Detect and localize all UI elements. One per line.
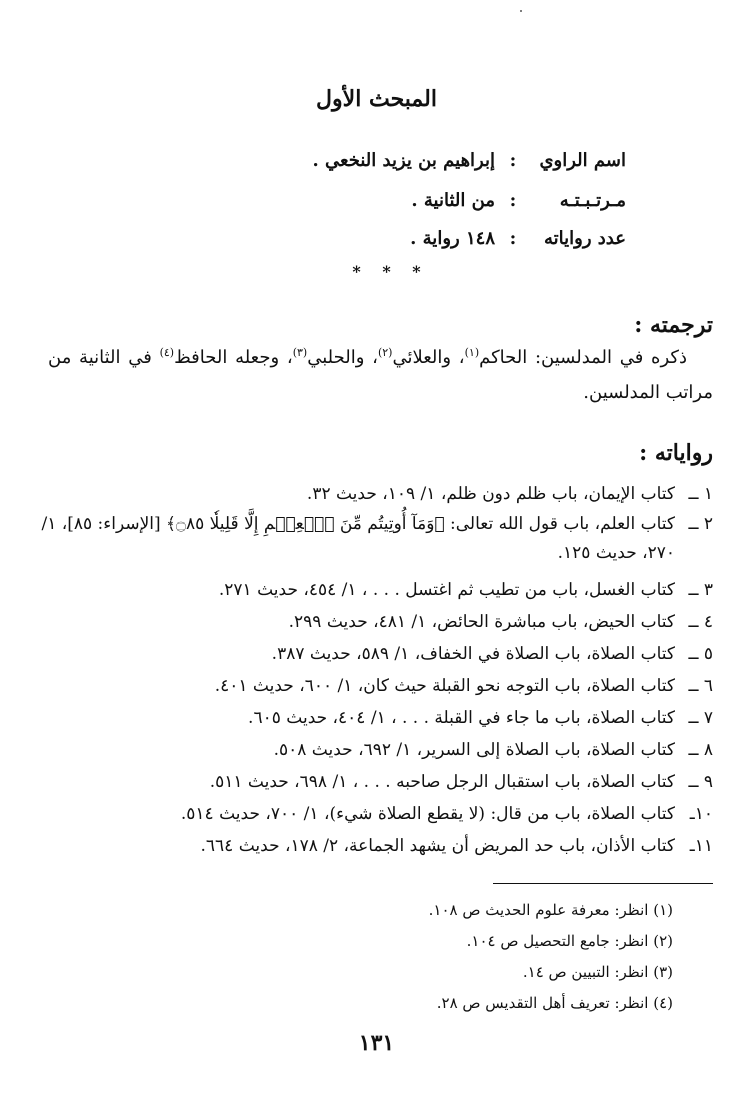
narration-count-value: ١٤٨ رواية . <box>410 228 495 249</box>
narrations-list <box>33 478 713 862</box>
item-number: ١ ــ <box>688 484 713 504</box>
separator: : <box>509 150 517 171</box>
narrations-heading: رواياته : <box>639 440 713 466</box>
chapter-title: المبحث الأول <box>316 86 437 112</box>
separator: : <box>509 228 517 249</box>
narrator-rank-row <box>411 190 626 211</box>
item-text: كتاب العلم، باب قول الله تعالى: ﴿وَمَآ أُوتِيتُم مِّنَ ٱلۡعِلۡمِ إِلَّا قَلِيلٗا ۝٨٥﴾ [الإسراء: ٨٥]، ١/ ٢٧٠، حديث ١٢٥. <box>41 514 675 563</box>
item-text: كتاب الصلاة، باب التوجه نحو القبلة حيث كان، ١/ ٦٠٠، حديث ٤٠١. <box>214 676 675 696</box>
biography-text: ، والعلائي <box>392 347 465 368</box>
item-text: كتاب الإيمان، باب ظلم دون ظلم، ١/ ١٠٩، حديث ٣٢. <box>306 484 675 504</box>
list-item <box>33 478 713 510</box>
item-number: ١٠ـ <box>689 804 713 824</box>
list-item <box>33 734 713 766</box>
item-text: كتاب الصلاة، باب من قال: (لا يقطع الصلاة شيء)، ١/ ٧٠٠، حديث ٥١٤. <box>180 804 675 824</box>
footnote-ref-2: (٢) <box>377 346 393 359</box>
footnote: (٣) انظر: التبيين ص ١٤. <box>522 963 673 981</box>
biography-paragraph <box>48 340 713 410</box>
item-number: ٧ ــ <box>688 708 713 728</box>
scan-speck <box>520 10 522 12</box>
section-divider-stars: * * * <box>352 262 429 281</box>
biography-text: ذكره في المدلسين: الحاكم <box>479 347 687 368</box>
list-item <box>33 638 713 670</box>
footnote-ref-4: (٤) <box>159 346 175 359</box>
list-item <box>33 798 713 830</box>
narration-count-label: عدد رواياته <box>543 228 626 249</box>
footnote: (١) انظر: معرفة علوم الحديث ص ١٠٨. <box>428 901 673 919</box>
footnote-ref-3: (٣) <box>292 346 308 359</box>
list-item <box>33 702 713 734</box>
item-number: ٥ ــ <box>688 644 713 664</box>
footnote: (٤) انظر: تعريف أهل التقديس ص ٢٨. <box>436 994 673 1012</box>
item-text: كتاب الغسل، باب من تطيب ثم اغتسل . . . ، ١/ ٤٥٤، حديث ٢٧١. <box>218 580 675 600</box>
item-text: كتاب الصلاة، باب الصلاة في الخفاف، ١/ ٥٨٩، حديث ٣٨٧. <box>271 644 675 664</box>
item-number: ١١ـ <box>689 836 713 856</box>
list-item <box>33 510 713 568</box>
item-text: كتاب الصلاة، باب الصلاة إلى السرير، ١/ ٦٩٢، حديث ٥٠٨. <box>273 740 675 760</box>
narrator-name-value: إبراهيم بن يزيد النخعي . <box>312 150 495 171</box>
narrator-rank-value: من الثانية . <box>411 190 495 211</box>
biography-text: ، والحلبي <box>307 347 378 368</box>
narrator-name-row <box>312 150 626 171</box>
item-number: ٢ ــ <box>688 514 713 534</box>
item-text: كتاب الحيض، باب مباشرة الحائض، ١/ ٤٨١، حديث ٢٩٩. <box>288 612 675 632</box>
item-number: ٨ ــ <box>688 740 713 760</box>
item-text: كتاب الأذان، باب حد المريض أن يشهد الجماعة، ٢/ ١٧٨، حديث ٦٦٤. <box>200 836 675 856</box>
biography-heading: ترجمته : <box>634 312 713 338</box>
footnote: (٢) انظر: جامع التحصيل ص ١٠٤. <box>466 932 673 950</box>
footnote-ref-1: (١) <box>464 346 480 359</box>
narration-count-row <box>410 228 626 249</box>
page-number: ١٣١ <box>358 1030 395 1056</box>
item-number: ٩ ــ <box>688 772 713 792</box>
item-number: ٦ ــ <box>688 676 713 696</box>
separator: : <box>509 190 517 211</box>
footnote-separator-line <box>493 883 713 884</box>
list-item <box>33 670 713 702</box>
item-text: كتاب الصلاة، باب ما جاء في القبلة . . . ، ١/ ٤٠٤، حديث ٦٠٥. <box>248 708 675 728</box>
biography-text: في الثانية من مراتب المدلسين. <box>48 347 713 403</box>
narrator-name-label: اسم الراوي <box>539 150 626 171</box>
list-item <box>33 766 713 798</box>
item-text: كتاب الصلاة، باب استقبال الرجل صاحبه . . . ، ١/ ٦٩٨، حديث ٥١١. <box>209 772 675 792</box>
item-number: ٣ ــ <box>688 580 713 600</box>
biography-text: ، وجعله الحافظ <box>174 347 293 368</box>
list-item <box>33 574 713 606</box>
footnotes-list <box>429 895 673 1019</box>
narrator-rank-label: مـرتـبـتـه <box>559 190 626 211</box>
list-item <box>33 830 713 862</box>
list-item <box>33 606 713 638</box>
item-number: ٤ ــ <box>688 612 713 632</box>
